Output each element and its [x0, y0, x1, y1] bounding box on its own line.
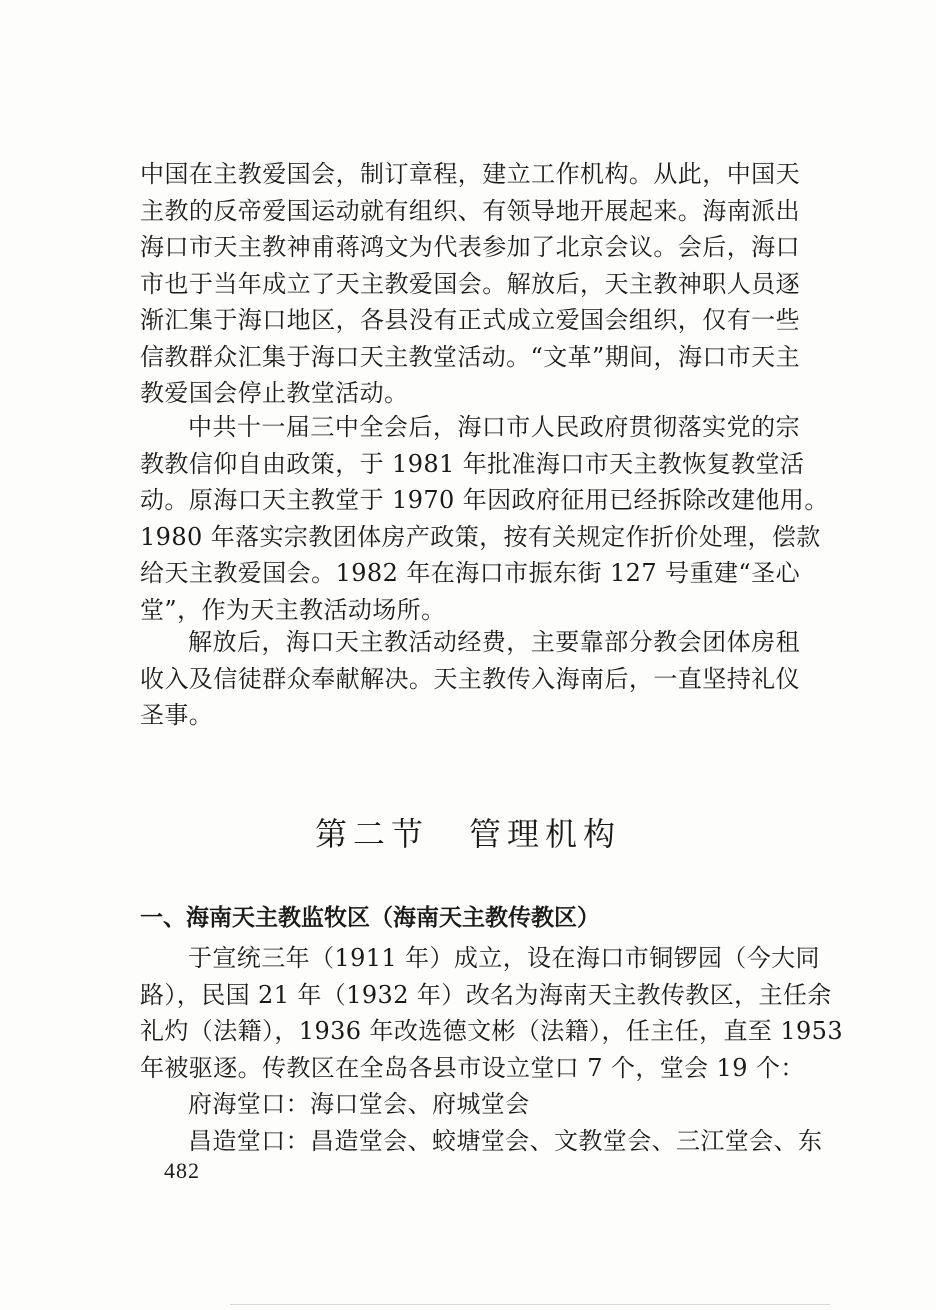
text-line: 教教信仰自由政策，于 1981 年批准海口市天主教恢复教堂活 — [140, 449, 805, 478]
text-line: 渐汇集于海口地区，各县没有正式成立爱国会组织，仅有一些 — [140, 306, 800, 334]
subsection-heading: 一、海南天主教监牧区（海南天主教传教区） — [140, 905, 600, 931]
text-line: 解放后，海口天主教活动经费，主要靠部分教会团体房租 — [188, 628, 800, 656]
text-line: 收入及信徒群众奉献解决。天主教传入海南后，一直坚持礼仪 — [140, 664, 800, 693]
text-line: 海口市天主教神甫蒋鸿文为代表参加了北京会议。会后，海口 — [140, 233, 800, 261]
paragraph-vicariate — [140, 940, 844, 1159]
text-line: 昌造堂口：昌造堂会、蛟塘堂会、文教堂会、三江堂会、东 — [188, 1126, 823, 1155]
text-line: 圣事。 — [140, 701, 214, 729]
paragraph-funding — [140, 624, 800, 734]
text-line: 府海堂口：海口堂会、府城堂会 — [188, 1090, 530, 1118]
page-number: 482 — [164, 1158, 200, 1183]
text-line: 主教的反帝爱国运动就有组织、有领导地开展起来。海南派出 — [140, 196, 800, 225]
paragraph-intro — [140, 156, 800, 412]
paragraph-reform — [140, 409, 829, 628]
text-line: 年被驱逐。传教区在全岛各县市设立堂口 7 个，堂会 19 个： — [140, 1053, 805, 1082]
section-number: 第二节 — [314, 815, 429, 853]
scan-edge-divider — [230, 1304, 830, 1305]
text-line: 1980 年落实宗教团体房产政策，按有关规定作折价处理，偿款 — [140, 522, 821, 551]
text-line: 中共十一届三中全会后，海口市人民政府贯彻落实党的宗 — [188, 413, 800, 441]
section-heading — [0, 810, 936, 858]
text-line: 于宣统三年（1911 年）成立，设在海口市铜锣园（今大同 — [188, 944, 820, 972]
text-line: 教爱国会停止教堂活动。 — [140, 379, 409, 407]
text-line: 礼灼（法籍），1936 年改选德文彬（法籍），任主任，直至 1953 — [140, 1017, 844, 1045]
section-title: 管理机构 — [469, 815, 622, 853]
text-line: 给天主教爱国会。1982 年在海口市振东街 127 号重建“圣心 — [140, 559, 800, 587]
text-line: 动。原海口天主教堂于 1970 年因政府征用已经拆除改建他用。 — [140, 486, 829, 514]
text-line: 路），民国 21 年（1932 年）改名为海南天主教传教区，主任余 — [140, 980, 832, 1009]
text-line: 市也于当年成立了天主教爱国会。解放后，天主教神职人员逐 — [140, 269, 800, 298]
text-line: 中国在主教爱国会，制订章程，建立工作机构。从此，中国天 — [140, 160, 800, 188]
text-line: 堂”，作为天主教活动场所。 — [140, 595, 446, 624]
text-line: 信教群众汇集于海口天主教堂活动。“文革”期间，海口市天主 — [140, 342, 800, 371]
